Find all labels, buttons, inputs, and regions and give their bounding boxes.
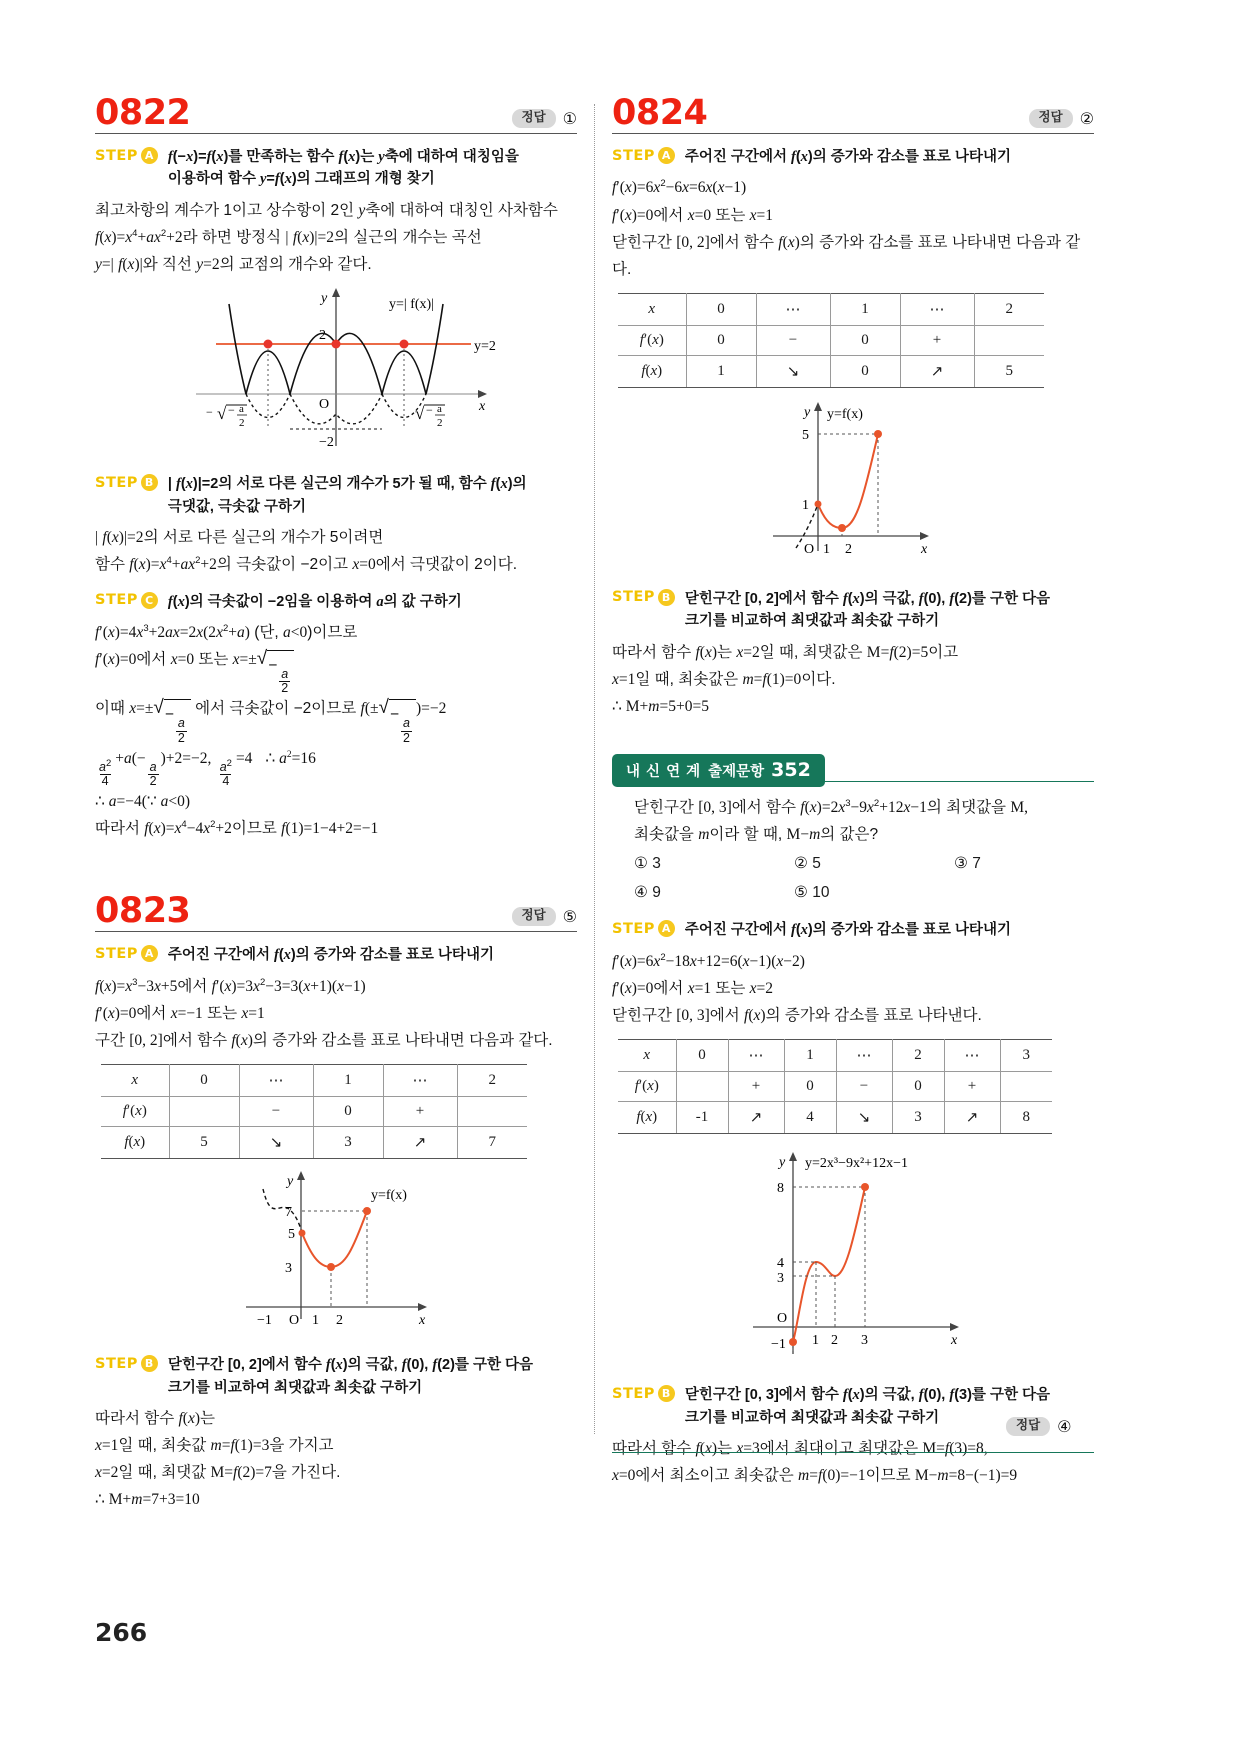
- body-line: 함수 $f(x)=x^4+ax^2+2$의 극솟값이 −2이고 x=0에서 극댓값이 2이다.: [95, 555, 518, 574]
- point-max: [363, 1207, 371, 1215]
- right-column: [612, 93, 1094, 1489]
- step-a: [95, 146, 577, 191]
- xtick-1: 1: [823, 541, 830, 557]
- cell: -1: [676, 1102, 728, 1134]
- cell: 2: [892, 1040, 944, 1072]
- step-badge-icon: B: [141, 1355, 158, 1372]
- point-min: [838, 524, 846, 532]
- cell: 3: [313, 1127, 383, 1159]
- step-b: [612, 588, 1094, 633]
- problem-number: 0824: [612, 93, 708, 133]
- cell: +: [900, 325, 974, 355]
- ytick-5: 5: [802, 427, 809, 443]
- step-title-line2: 크기를 비교하여 최댓값과 최솟값 구하기: [684, 613, 940, 630]
- problem-number: 0822: [95, 93, 191, 133]
- answer-label: 정답: [1029, 109, 1073, 128]
- y-axis-arrow: [789, 1152, 797, 1161]
- step-title-line2: 크기를 비교하여 최댓값과 최솟값 구하기: [167, 1379, 423, 1396]
- answer-label: 정답: [1006, 1417, 1050, 1436]
- cell: +: [944, 1072, 1000, 1102]
- answer-value: ①: [562, 109, 577, 128]
- cell: [676, 1072, 728, 1102]
- column-divider: [594, 104, 595, 1434]
- step-text: STEP: [95, 945, 138, 962]
- svg-text:−: −: [228, 403, 235, 418]
- choice-3[interactable]: ③ 7: [954, 854, 981, 872]
- cell: 3: [892, 1102, 944, 1134]
- step-title-line1: 주어진 구간에서 f(x)의 증가와 감소를 표로 나타내기: [684, 149, 1011, 165]
- step-text: STEP: [95, 592, 138, 608]
- table-row: [101, 1097, 527, 1127]
- graph-linked: [612, 1142, 1094, 1372]
- table-row: [618, 1072, 1052, 1102]
- origin-label: O: [777, 1311, 788, 1327]
- linked-answer-pill: [1006, 1417, 1072, 1436]
- choice-1[interactable]: ① 3: [634, 854, 661, 872]
- cell: +: [728, 1072, 784, 1102]
- cell: −: [756, 325, 830, 355]
- body-line: 따라서 $f(x)=x^4-4x^2+2$이므로 f(1)=1−4+2=−1: [95, 818, 379, 838]
- cell: 2: [974, 293, 1044, 325]
- graph-linked-svg: [653, 1142, 1053, 1372]
- variation-table-linked: [618, 1039, 1052, 1134]
- ytick-3: 3: [777, 1271, 784, 1287]
- step-badge-icon: A: [141, 945, 158, 962]
- cell: 0: [784, 1072, 836, 1102]
- step-a: [612, 146, 1094, 168]
- svg-text:a: a: [239, 403, 244, 416]
- body-line: x=1일 때, 최솟값은 m=f(1)=0이다.: [612, 671, 836, 689]
- x-axis-label: x: [479, 399, 486, 415]
- cell: [974, 325, 1044, 355]
- linked-header: [612, 754, 1094, 784]
- curve-f: [793, 1187, 865, 1342]
- step-tag: [612, 146, 675, 164]
- curve-f: [818, 434, 878, 528]
- step-title-line1: | f(x)|=2의 서로 다른 실근의 개수가 5가 될 때, 함수 f(x)의: [167, 476, 527, 493]
- problem-number: 0823: [95, 891, 191, 932]
- linked-problem: [612, 754, 1094, 1489]
- problem-0824-header: [612, 93, 1094, 134]
- step-title-line1: 닫힌구간 [0, 3]에서 함수 f(x)의 극값, f(0), f(3)를 구한 다음: [684, 1387, 1051, 1404]
- cell: 1: [830, 293, 900, 325]
- cell: 1: [686, 355, 756, 387]
- table-row: [618, 325, 1044, 355]
- intersection-dot: [400, 340, 409, 349]
- step-tag: [95, 1354, 158, 1372]
- cell: 7: [457, 1127, 527, 1159]
- xtick-2: 2: [845, 541, 852, 557]
- x-axis-arrow: [950, 1323, 959, 1331]
- cell: ↘: [836, 1102, 892, 1134]
- table-row: [618, 1040, 1052, 1072]
- row-head: f′(x): [101, 1097, 169, 1127]
- body-line: f′(x)=0에서 x=1 또는 x=2: [612, 980, 774, 997]
- graph-0824-svg: [688, 396, 1018, 576]
- body-line: 닫힌구간 [0, 2]에서 함수 f(x)의 증가와 감소를 표로 나타내면 다음과 같다.: [612, 233, 1081, 278]
- header-rule: [95, 133, 577, 134]
- step-title: [685, 1384, 1050, 1429]
- root-label-left: [206, 403, 247, 429]
- cell: 4: [784, 1102, 836, 1134]
- answer-value: ②: [1079, 109, 1094, 128]
- tick-minus-2: −2: [319, 435, 334, 451]
- step-title-line1: 주어진 구간에서 f(x)의 증가와 감소를 표로 나타내기: [684, 922, 1011, 939]
- ytick-1: 1: [802, 497, 809, 513]
- cell: [169, 1097, 239, 1127]
- step-text: STEP: [612, 1385, 655, 1402]
- origin-label: O: [289, 1313, 300, 1329]
- table-row: [618, 355, 1044, 387]
- body-line: $\frac{a^2}{4}$ +a(− $\frac{a}{2}$ )+2=−2, $\frac{a^2}{4}$ =4 ∴ $a^2=16$: [99, 749, 316, 788]
- origin-label: O: [804, 541, 815, 557]
- step-title: [685, 588, 1050, 633]
- curve-label: y=| f(x)|: [389, 297, 434, 313]
- svg-text:a: a: [437, 403, 442, 416]
- point-min: [789, 1338, 797, 1346]
- body-line: 이때 x=± √ − $\frac{a}{2}$ 에서 극솟값이 −2이므로 f(± √ − $\frac{a}{2}$ )=−2: [95, 697, 447, 745]
- x-axis-arrow: [418, 1303, 427, 1311]
- arch-right: [382, 351, 426, 394]
- y-axis-label: y: [287, 1174, 294, 1190]
- step-tag: [95, 146, 158, 164]
- step-title-line1: 닫힌구간 [0, 2]에서 함수 f(x)의 극값, f(0), f(2)를 구한 다음: [167, 1357, 534, 1374]
- step-text: STEP: [95, 1355, 138, 1372]
- choice-4[interactable]: ④ 9: [634, 883, 661, 901]
- answer-pill: [512, 907, 578, 926]
- tick-2: 2: [319, 328, 326, 344]
- step-title-line1: f(−x)=f(x)를 만족하는 함수 f(x)는 y축에 대하여 대칭임을: [167, 149, 519, 165]
- problem-0824: [612, 93, 1094, 720]
- xtick-1: 1: [312, 1313, 319, 1329]
- y-axis-arrow: [297, 1171, 305, 1180]
- cell: ⋯: [944, 1040, 1000, 1072]
- body-line: 구간 [0, 2]에서 함수 f(x)의 증가와 감소를 표로 나타내면 다음과 같다.: [95, 1031, 553, 1049]
- ytick-7: 7: [285, 1205, 292, 1221]
- row-head: f(x): [101, 1127, 169, 1159]
- step-title: [168, 591, 462, 613]
- step-badge-icon: A: [658, 920, 675, 937]
- step-tag: [95, 473, 158, 491]
- y-axis-arrow: [814, 402, 822, 411]
- table-row: [101, 1127, 527, 1159]
- step-badge-icon: A: [141, 147, 158, 164]
- y-axis-label: y: [321, 291, 328, 307]
- body-line: 최고차항의 계수가 1이고 상수항이 2인 y축에 대하여 대칭인 사차함수: [95, 201, 558, 219]
- y-axis-arrow: [332, 288, 340, 297]
- linked-badge: [612, 754, 825, 787]
- cell: 5: [169, 1127, 239, 1159]
- linked-question-line2: 최솟값을 m이라 할 때, M−m의 값은?: [634, 826, 879, 844]
- cell: ⋯: [728, 1040, 784, 1072]
- body-line: f′(x)=0에서 x=0 또는 x=1: [612, 206, 774, 224]
- cell: 0: [676, 1040, 728, 1072]
- row-head: x: [618, 1040, 676, 1072]
- ytick-minus1: −1: [771, 1337, 786, 1353]
- row-head: x: [101, 1065, 169, 1097]
- curve-label: y=2x³−9x²+12x−1: [805, 1156, 908, 1172]
- x-axis-label: x: [951, 1333, 958, 1349]
- cell: 0: [830, 325, 900, 355]
- graph-0823-svg: [171, 1167, 501, 1342]
- row-head: f′(x): [618, 325, 686, 355]
- body-line: x=0에서 최소이고 최솟값은 m=f(0)=−1이므로 M−m=8−(−1)=9: [612, 1467, 1018, 1485]
- answer-pill: [512, 109, 578, 128]
- xtick-minus1: −1: [257, 1313, 272, 1329]
- intersection-dot: [332, 340, 341, 349]
- body-line: 따라서 함수 f(x)는: [95, 1410, 216, 1428]
- problem-0822-header: [95, 93, 577, 134]
- body-line: ∴ M+m=7+3=10: [95, 1491, 200, 1509]
- page-number: 266: [95, 1618, 148, 1647]
- x-axis-label: x: [921, 541, 928, 557]
- x-axis-arrow: [478, 390, 487, 398]
- step-title: [685, 146, 1011, 168]
- cell: [1000, 1072, 1052, 1102]
- xtick-2: 2: [336, 1313, 343, 1329]
- cell: −: [239, 1097, 313, 1127]
- cell: ↗: [944, 1102, 1000, 1134]
- point-start: [815, 500, 822, 507]
- cell: 0: [892, 1072, 944, 1102]
- xtick-2: 2: [831, 1333, 838, 1349]
- problem-0823: [95, 891, 577, 1513]
- choices-row-1: [634, 849, 1094, 878]
- root-label-right: [415, 403, 445, 429]
- step-badge-icon: B: [658, 1385, 675, 1402]
- cell: ⋯: [239, 1065, 313, 1097]
- row-head: f(x): [618, 1102, 676, 1134]
- problem-0822: [95, 93, 577, 842]
- choice-2[interactable]: ② 5: [794, 854, 821, 872]
- xtick-1: 1: [812, 1333, 819, 1349]
- step-tag: [612, 1384, 675, 1402]
- step-a: [95, 944, 577, 966]
- arch-left: [246, 351, 290, 394]
- cell: ⋯: [383, 1065, 457, 1097]
- step-b: [95, 473, 577, 518]
- cell: ⋯: [836, 1040, 892, 1072]
- cell: ↗: [383, 1127, 457, 1159]
- answer-value: ④: [1057, 1417, 1072, 1436]
- step-text: STEP: [612, 920, 655, 937]
- table-row: [618, 293, 1044, 325]
- step-title: [168, 944, 494, 966]
- svg-text:−: −: [426, 403, 433, 418]
- cell: 1: [784, 1040, 836, 1072]
- header-rule: [95, 931, 577, 932]
- cell: 1: [313, 1065, 383, 1097]
- y-axis-label: y: [804, 404, 811, 420]
- curve-label: y=f(x): [371, 1188, 407, 1204]
- answer-value: ⑤: [562, 907, 577, 927]
- svg-text:√: √: [217, 404, 227, 424]
- body-line: $f'(x)=6x^2-6x=6x(x-1)$: [612, 178, 747, 197]
- svg-text:2: 2: [437, 417, 443, 430]
- graph-0823: [95, 1167, 577, 1342]
- ytick-4: 4: [777, 1256, 784, 1272]
- cell: ↘: [239, 1127, 313, 1159]
- step-title: [168, 1354, 533, 1399]
- step-title: [168, 473, 527, 518]
- header-rule: [612, 133, 1094, 134]
- svg-text:2: 2: [239, 417, 245, 430]
- step-title-line1: 주어진 구간에서 f(x)의 증가와 감소를 표로 나타내기: [167, 947, 494, 964]
- step-text: STEP: [95, 147, 138, 164]
- point-max: [861, 1183, 869, 1191]
- step-a: [612, 919, 1094, 941]
- cell: 0: [830, 355, 900, 387]
- body-line: $f(x)=x^4+ax^2+2$라 하면 방정식 | f(x)|=2의 실근의 개수는 곡선: [95, 227, 482, 247]
- step-title: [168, 146, 519, 191]
- dashed-branch: [263, 1189, 302, 1233]
- cell: +: [383, 1097, 457, 1127]
- point-max: [874, 430, 882, 438]
- cell: ⋯: [900, 293, 974, 325]
- cell: 5: [974, 355, 1044, 387]
- x-axis-arrow: [920, 532, 929, 540]
- body-line: 따라서 함수 f(x)는 x=3에서 최대이고 최댓값은 M=f(3)=8,: [612, 1440, 988, 1458]
- step-tag: [95, 591, 158, 609]
- cell: ↘: [756, 355, 830, 387]
- choices-row-2: [634, 878, 1094, 907]
- body-line: f′(x)=0에서 x=0 또는 x=± √ − $\frac{a}{2}$: [95, 646, 577, 695]
- cell: 8: [1000, 1102, 1052, 1134]
- ytick-5: 5: [288, 1227, 295, 1243]
- step-badge-icon: B: [658, 589, 675, 606]
- cell: ⋯: [756, 293, 830, 325]
- left-column: [95, 93, 577, 1514]
- cell: [457, 1097, 527, 1127]
- cell: −: [836, 1072, 892, 1102]
- branch-left: [229, 304, 246, 394]
- cell: 0: [169, 1065, 239, 1097]
- x-axis-label: x: [419, 1313, 426, 1329]
- cell: ↗: [900, 355, 974, 387]
- body-line: y=| f(x)|와 직선 y=2의 교점의 개수와 같다.: [95, 256, 372, 274]
- graph-0822-svg: [171, 286, 501, 461]
- ytick-3: 3: [285, 1261, 292, 1277]
- step-title-line2: 이용하여 함수 y=f(x)의 그래프의 개형 찾기: [167, 171, 435, 188]
- line-label: y=2: [474, 339, 496, 355]
- step-badge-icon: B: [141, 474, 158, 491]
- graph-0822: [95, 286, 577, 461]
- body-line: 따라서 함수 f(x)는 x=2일 때, 최댓값은 M=f(2)=5이고: [612, 643, 959, 661]
- variation-table-0823: [101, 1064, 527, 1159]
- step-tag: [95, 944, 158, 962]
- linked-badge-label: 내 신 연 계: [626, 764, 702, 781]
- xtick-3: 3: [861, 1333, 868, 1349]
- branch-right: [426, 304, 443, 394]
- intersection-dot: [264, 340, 273, 349]
- problem-0823-header: [95, 891, 577, 932]
- cell: 0: [686, 325, 756, 355]
- body-line: ∴ a=−4(∵ a<0): [95, 792, 191, 810]
- step-badge-icon: C: [141, 592, 158, 609]
- row-head: f(x): [618, 355, 686, 387]
- row-head: f′(x): [618, 1072, 676, 1102]
- curve-f: [302, 1211, 367, 1267]
- origin-label: O: [319, 397, 330, 413]
- body-line: ∴ M+m=5+0=5: [612, 698, 709, 716]
- step-tag: [612, 919, 675, 937]
- choice-5[interactable]: ⑤ 10: [794, 883, 830, 901]
- body-line: $f(x)=x^3-3x+5$에서 $f'(x)=3x^2-3=3(x+1)(x-1)$: [95, 976, 366, 995]
- body-line: $f'(x)=6x^2-18x+12=6(x-1)(x-2)$: [612, 951, 805, 970]
- body-line: f′(x)=0에서 x=−1 또는 x=1: [95, 1004, 265, 1022]
- answer-label: 정답: [512, 109, 556, 128]
- body-line: | f(x)|=2의 서로 다른 실근의 개수가 5이려면: [95, 529, 384, 547]
- step-title: [685, 919, 1011, 941]
- step-title-line2: 극댓값, 극솟값 구하기: [167, 498, 307, 515]
- graph-0824: [612, 396, 1094, 576]
- step-text: STEP: [612, 147, 655, 164]
- cell: 0: [313, 1097, 383, 1127]
- step-badge-icon: A: [658, 147, 675, 164]
- svg-text:√: √: [415, 404, 425, 424]
- svg-text:−: −: [206, 405, 213, 420]
- table-row: [618, 1102, 1052, 1134]
- point-start: [299, 1230, 306, 1237]
- cell: 2: [457, 1065, 527, 1097]
- step-text: STEP: [95, 474, 138, 491]
- step-c: [95, 591, 577, 613]
- body-line: $f'(x)=4x^3+2ax=2x(2x^2+a)$ (단, a<0)이므로: [95, 622, 358, 641]
- ytick-8: 8: [777, 1181, 784, 1197]
- table-row: [101, 1065, 527, 1097]
- answer-label: 정답: [512, 907, 556, 926]
- bottom-rule: [612, 1452, 1094, 1453]
- step-title-line1: f(x)의 극솟값이 −2임을 이용하여 a의 값 구하기: [167, 593, 462, 610]
- cell: 3: [1000, 1040, 1052, 1072]
- row-head: x: [618, 293, 686, 325]
- body-line: x=2일 때, 최댓값 M=f(2)=7을 가진다.: [95, 1464, 341, 1482]
- variation-table-0824: [618, 293, 1044, 388]
- step-text: STEP: [612, 589, 655, 606]
- y-axis-label: y: [779, 1155, 786, 1171]
- cell: ↗: [728, 1102, 784, 1134]
- answer-pill: [1029, 109, 1095, 128]
- step-title-line1: 닫힌구간 [0, 2]에서 함수 f(x)의 극값, f(0), f(2)를 구한 다음: [684, 590, 1051, 607]
- curve-label: y=f(x): [827, 406, 863, 422]
- linked-badge-number: 352: [771, 759, 811, 782]
- point-min: [327, 1263, 335, 1271]
- step-tag: [612, 588, 675, 606]
- body-line: x=1일 때, 최솟값 m=f(1)=3을 가지고: [95, 1437, 334, 1455]
- linked-question-line1: 닫힌구간 [0, 3]에서 함수 $f(x)=2x^3-9x^2+12x-1$의 최댓값을 M,: [634, 798, 1028, 817]
- cell: 0: [686, 293, 756, 325]
- step-title-line2: 크기를 비교하여 최댓값과 최솟값 구하기: [684, 1409, 940, 1426]
- linked-badge-sub: 출제문항: [708, 764, 765, 781]
- step-b: [95, 1354, 577, 1399]
- body-line: 닫힌구간 [0, 3]에서 f(x)의 증가와 감소를 표로 나타낸다.: [612, 1007, 982, 1025]
